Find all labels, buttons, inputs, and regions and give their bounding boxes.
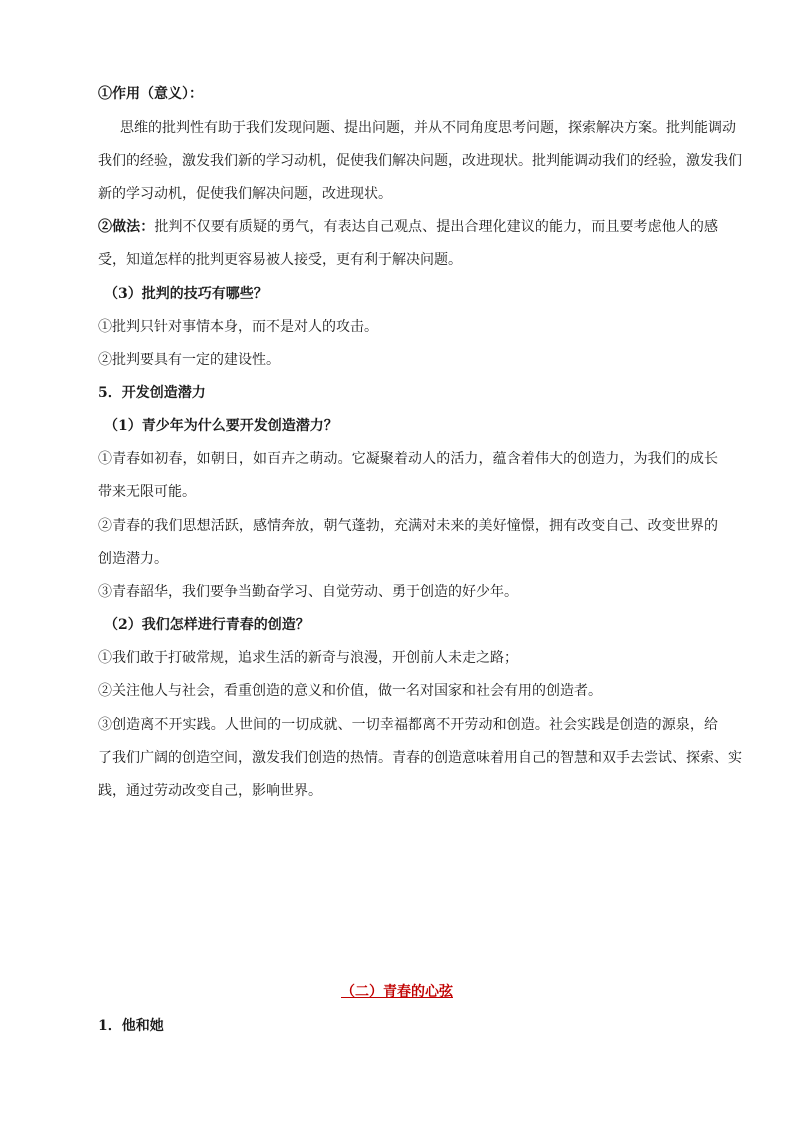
method-paragraph-line-1 xyxy=(98,217,718,237)
question-1-heading: （1）青少年为什么要开发创造潜力？ xyxy=(104,418,338,434)
method-paragraph-line-2: 受，知道怎样的批判更容易被人接受，更有利于解决问题。 xyxy=(98,252,462,268)
answer-2-2: ②关注他人与社会，看重创造的意义和价值，做一名对国家和社会有用的创造者。 xyxy=(98,683,602,699)
answer-1-2-line-1: ②青春的我们思想活跃，感情奔放，朝气蓬勃，充满对未来的美好憧憬，拥有改变自己、改变世界的 xyxy=(98,518,718,534)
answer-2-1: ①我们敢于打破常规，追求生活的新奇与浪漫，开创前人未走之路； xyxy=(98,650,518,666)
section-2-title: （二）青春的心弦 xyxy=(341,984,453,1000)
answer-2-3-line-2: 了我们广阔的创造空间，激发我们创造的热情。青春的创造意味着用自己的智慧和双手去尝试、探索、实 xyxy=(98,750,742,766)
answer-1-1-line-1: ①青春如初春，如朝日，如百卉之萌动。它凝聚着动人的活力，蕴含着伟大的创造力，为我们的成长 xyxy=(98,451,718,467)
critique-skill-1: ①批判只针对事情本身，而不是对人的攻击。 xyxy=(98,319,378,335)
answer-1-2-line-2: 创造潜力。 xyxy=(98,551,168,567)
question-2-heading: （2）我们怎样进行青春的创造？ xyxy=(104,617,310,633)
answer-1-3: ③青春韶华，我们要争当勤奋学习、自觉劳动、勇于创造的好少年。 xyxy=(98,584,518,600)
usage-paragraph-line-1: 思维的批判性有助于我们发现问题、提出问题，并从不同角度思考问题，探索解决方案。批判能调动 xyxy=(120,120,736,136)
answer-2-3-line-3: 践，通过劳动改变自己，影响世界。 xyxy=(98,783,322,799)
section-5-heading: 5．开发创造潜力 xyxy=(98,385,206,401)
critique-skill-2: ②批判要具有一定的建设性。 xyxy=(98,352,280,368)
subsection-1-heading: 1．他和她 xyxy=(98,1018,164,1034)
method-label: ②做法： xyxy=(98,219,155,235)
usage-paragraph-line-2: 我们的经验，激发我们新的学习动机，促使我们解决问题，改进现状。批判能调动我们的经验，激发我们 xyxy=(98,153,742,169)
critique-skills-heading: （3）批判的技巧有哪些？ xyxy=(104,286,268,302)
method-text: 批判不仅要有质疑的勇气，有表达自己观点、提出合理化建议的能力，而且要考虑他人的感 xyxy=(154,219,719,235)
usage-paragraph-line-3: 新的学习动机，促使我们解决问题，改进现状。 xyxy=(98,186,392,202)
usage-heading: ①作用（意义）： xyxy=(98,86,203,102)
answer-1-1-line-2: 带来无限可能。 xyxy=(98,484,196,500)
answer-2-3-line-1: ③创造离不开实践。人世间的一切成就、一切幸福都离不开劳动和创造。社会实践是创造的源泉，给 xyxy=(98,717,718,733)
